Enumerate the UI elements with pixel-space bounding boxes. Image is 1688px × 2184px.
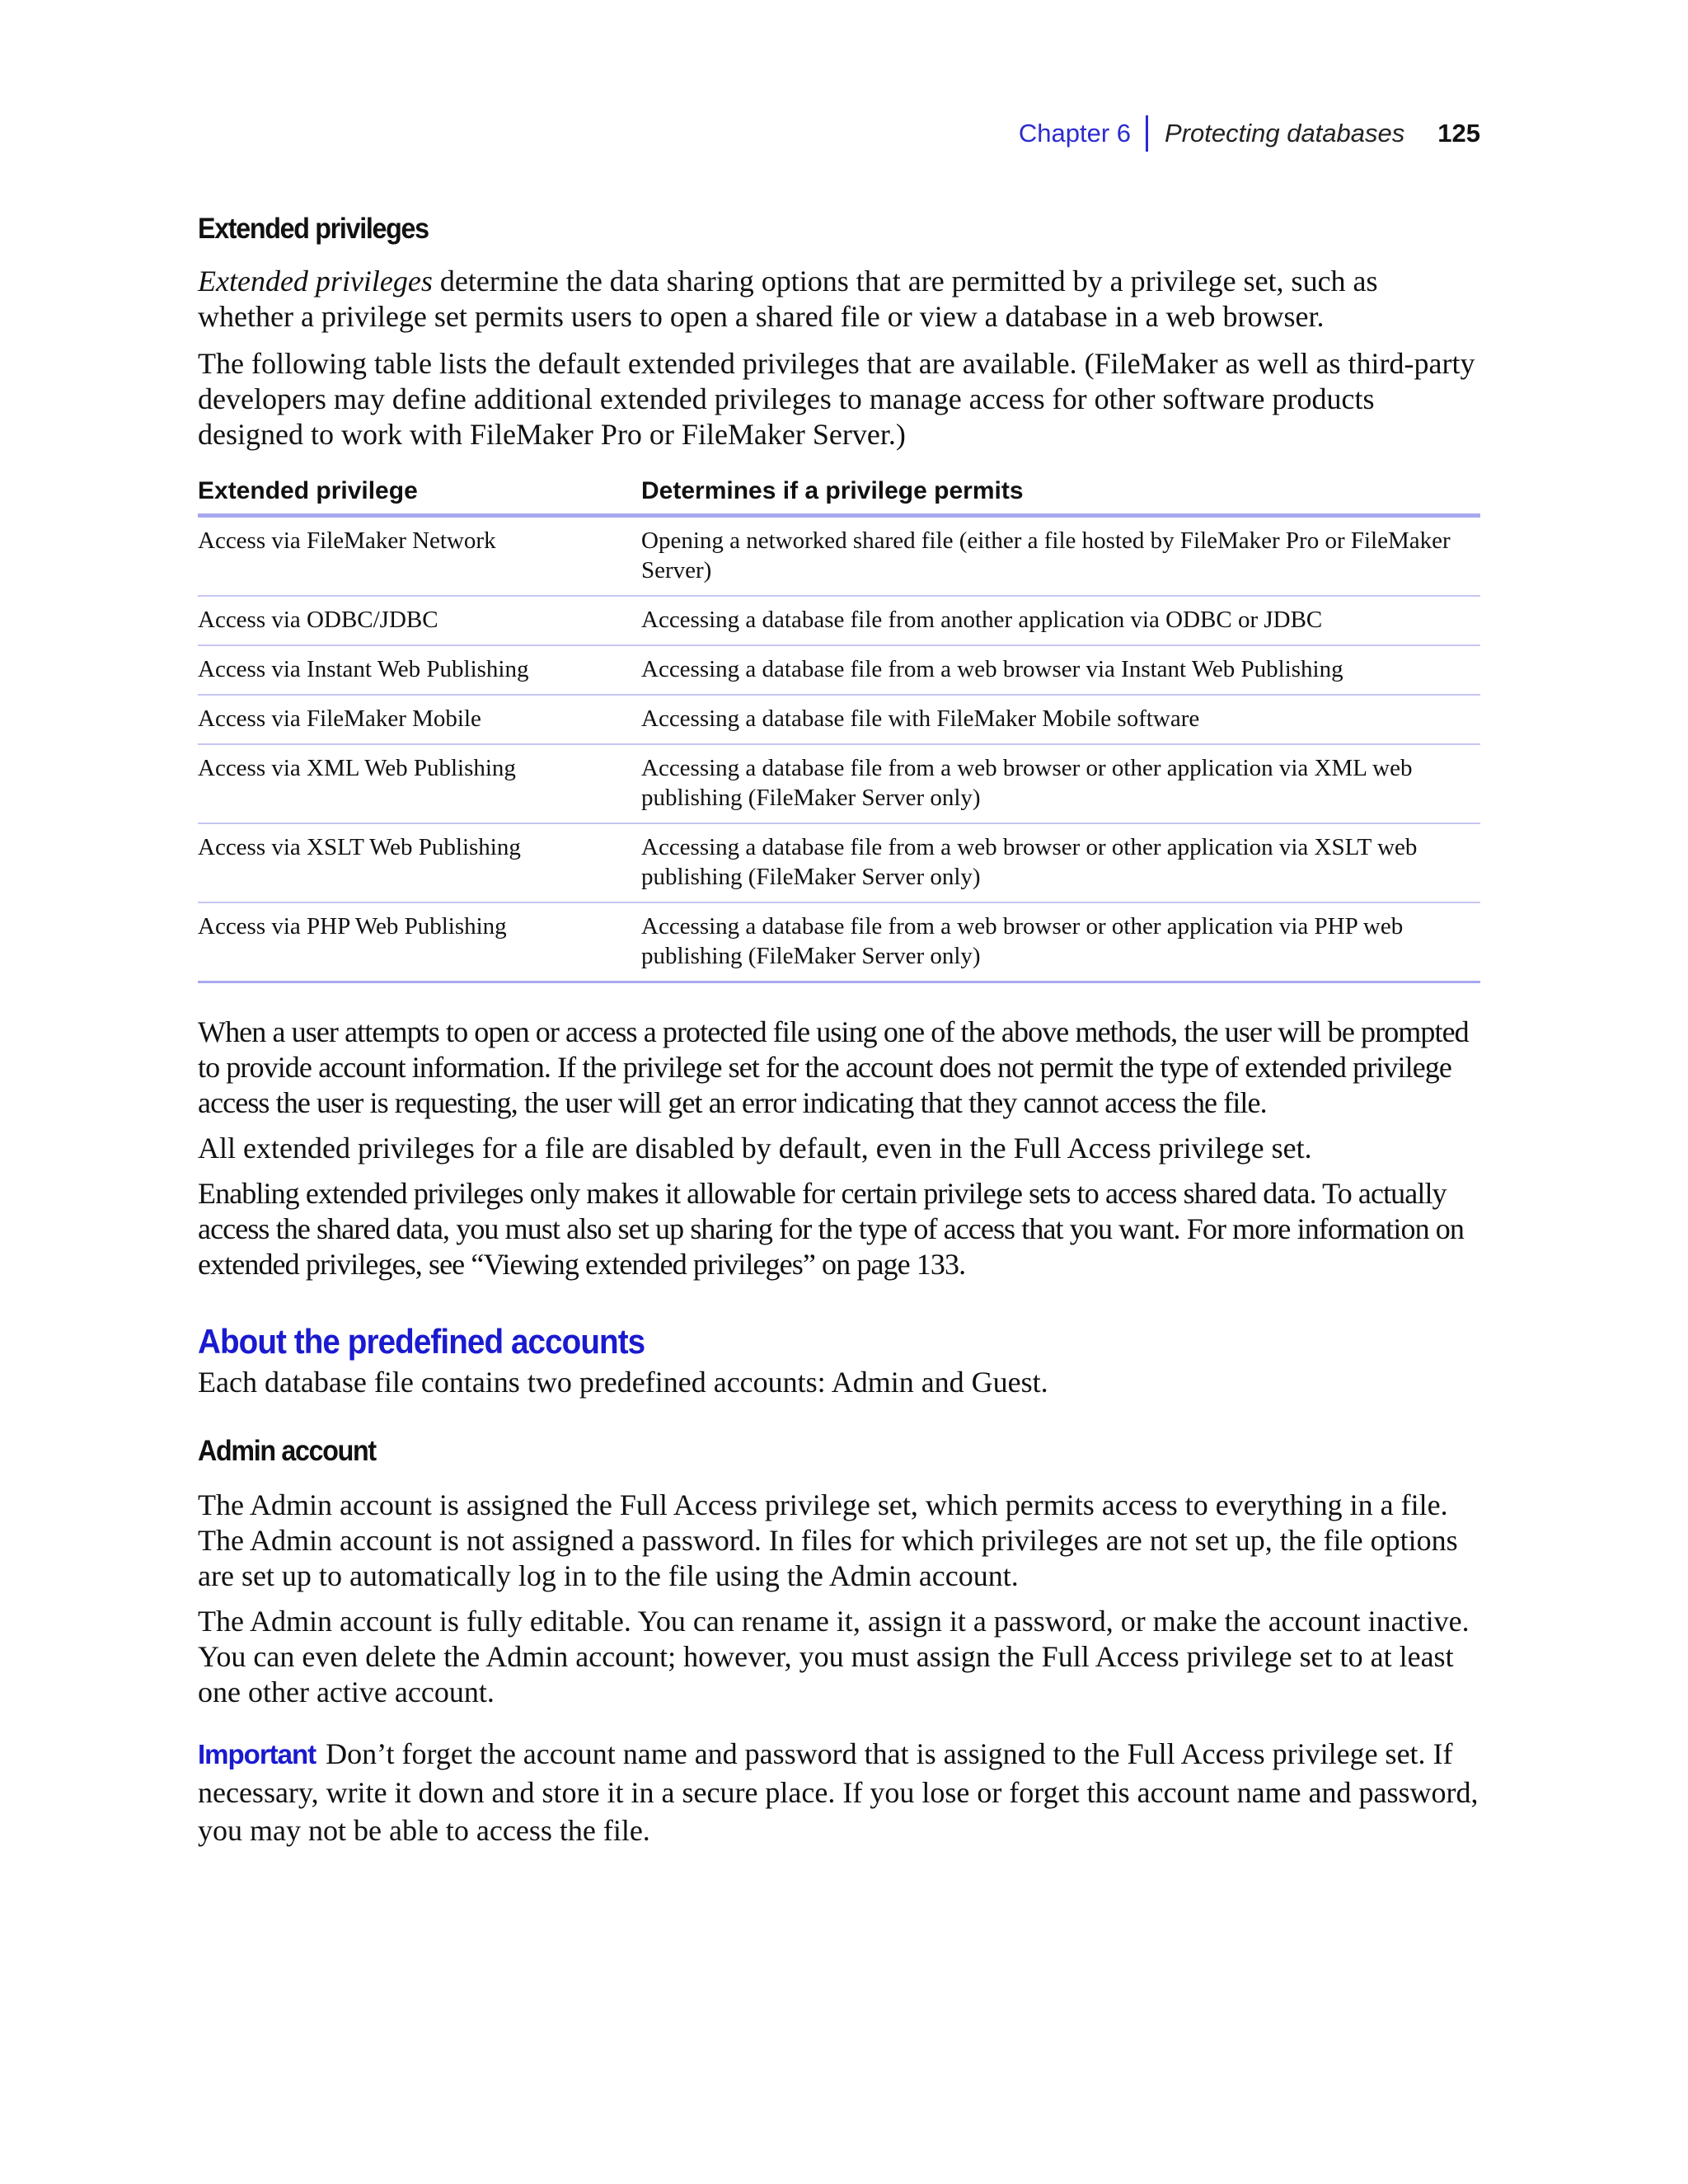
running-header — [1019, 115, 1480, 152]
admin-account-heading: Admin account — [198, 1435, 376, 1467]
privilege-description: Accessing a database file from a web browser or other application via XML web publishing (FileMaker Server only) — [641, 744, 1480, 823]
table-header-row — [198, 477, 1480, 516]
table-row — [198, 902, 1480, 982]
privilege-name: Access via Instant Web Publishing — [198, 645, 641, 695]
intro-term: Extended privileges — [198, 265, 433, 298]
page-number: 125 — [1437, 119, 1480, 148]
chapter-label: Chapter 6 — [1018, 119, 1132, 148]
privilege-description: Accessing a database file with FileMaker Mobile software — [641, 695, 1480, 744]
page-content — [198, 213, 1480, 1849]
chapter-title: Protecting databases — [1165, 119, 1405, 148]
admin-account-paragraph-2: The Admin account is fully editable. You can rename it, assign it a password, or make the account inactive. You can even delete the Admin account; however, you must assign the Full Access privilege set to at least one other active account. — [198, 1605, 1470, 1708]
privilege-name: Access via XML Web Publishing — [198, 744, 641, 823]
table-row — [198, 695, 1480, 744]
table-row — [198, 744, 1480, 823]
privilege-description: Accessing a database file from a web browser or other application via PHP web publishing (FileMaker Server only) — [641, 902, 1480, 982]
important-note — [198, 1735, 1480, 1849]
predefined-accounts-heading: About the predefined accounts — [198, 1322, 645, 1361]
privilege-description: Accessing a database file from another application via ODBC or JDBC — [641, 596, 1480, 645]
table-row — [198, 645, 1480, 695]
table-row — [198, 823, 1480, 902]
privilege-description: Accessing a database file from a web browser or other application via XSLT web publishing (FileMaker Server only) — [641, 823, 1480, 902]
disabled-by-default-paragraph: All extended privileges for a file are disabled by default, even in the Full Access privilege set. — [198, 1132, 1312, 1165]
extended-privileges-table — [198, 477, 1480, 983]
predefined-accounts-intro: Each database file contains two predefined accounts: Admin and Guest. — [198, 1366, 1048, 1399]
privilege-name: Access via XSLT Web Publishing — [198, 823, 641, 902]
table-intro-paragraph: The following table lists the default extended privileges that are available. (FileMaker as well as third-party developers may define additional extended privileges to manage access for other software products designed to work with FileMaker Pro or FileMaker Server.) — [198, 347, 1475, 451]
column-header-privilege: Extended privilege — [198, 477, 641, 516]
privilege-name: Access via FileMaker Network — [198, 516, 641, 597]
header-divider — [1146, 115, 1148, 152]
table-row — [198, 596, 1480, 645]
privilege-description: Accessing a database file from a web browser via Instant Web Publishing — [641, 645, 1480, 695]
extended-privileges-heading: Extended privileges — [198, 213, 429, 245]
privilege-description: Opening a networked shared file (either a file hosted by FileMaker Pro or FileMaker Server) — [641, 516, 1480, 597]
column-header-description: Determines if a privilege permits — [641, 477, 1480, 516]
privilege-name: Access via PHP Web Publishing — [198, 902, 641, 982]
extended-privileges-intro — [198, 264, 1480, 335]
intro-rest: determine the data sharing options that are permitted by a privilege set, such as whether a privilege set permits users to open a shared file or view a database in a web browser. — [198, 265, 1378, 333]
enabling-privileges-paragraph: Enabling extended privileges only makes it allowable for certain privilege sets to access shared data. To actually access the shared data, you must also set up sharing for the type of access that you want. For more information on extended privileges, see “Viewing extended privileges” on page 133. — [198, 1177, 1464, 1281]
important-text: Don’t forget the account name and password that is assigned to the Full Access privilege set. If necessary, write it down and store it in a secure place. If you lose or forget this account name and password, you may not be able to access the file. — [198, 1737, 1479, 1847]
privilege-name: Access via ODBC/JDBC — [198, 596, 641, 645]
important-label: Important — [198, 1739, 316, 1769]
table-row — [198, 516, 1480, 597]
privilege-name: Access via FileMaker Mobile — [198, 695, 641, 744]
access-prompt-paragraph: When a user attempts to open or access a protected file using one of the above methods, the user will be prompted to provide account information. If the privilege set for the account does not permit the type of extended privilege access the user is requesting, the user will get an error indicating that they cannot access the file. — [198, 1015, 1469, 1119]
admin-account-paragraph-1: The Admin account is assigned the Full Access privilege set, which permits access to everything in a file. The Admin account is not assigned a password. In files for which privileges are not set up, the file options are set up to automatically log in to the file using the Admin account. — [198, 1488, 1458, 1592]
